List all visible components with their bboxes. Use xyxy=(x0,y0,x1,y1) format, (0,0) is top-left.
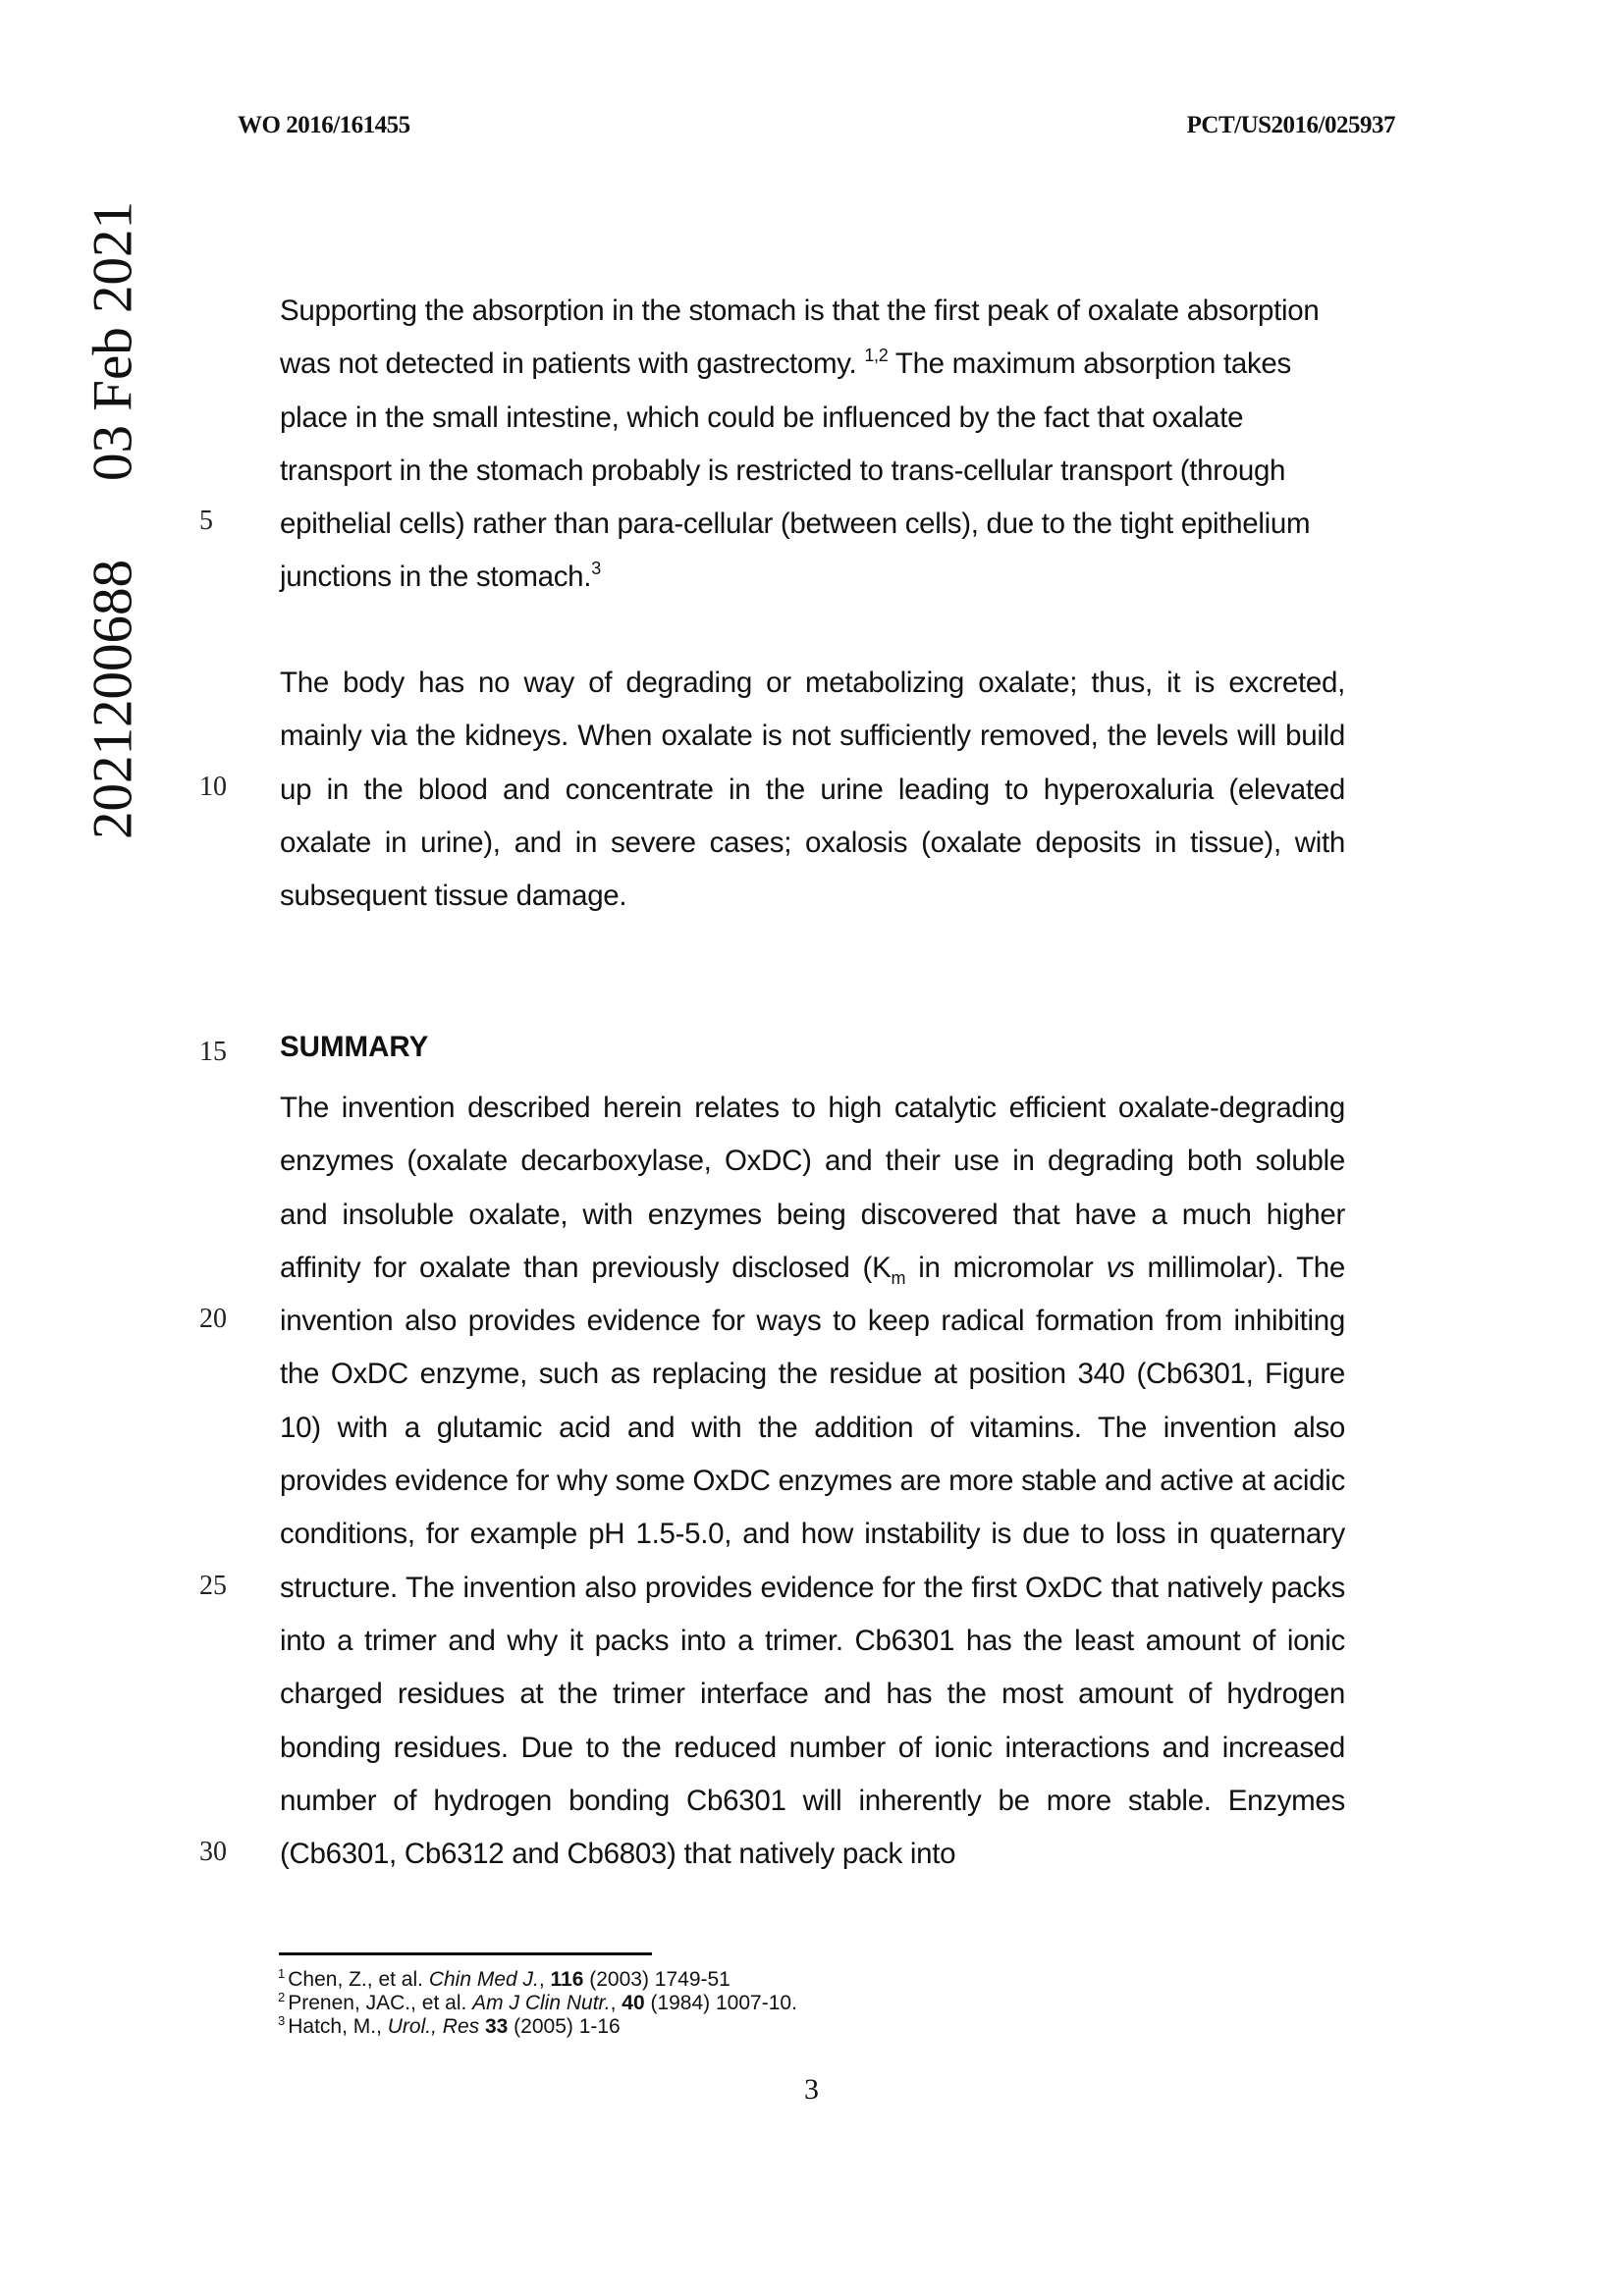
footnote-details: (1984) 1007-10. xyxy=(644,1992,797,2014)
footnote-3 xyxy=(278,2015,797,2039)
line-number-10: 10 xyxy=(199,772,227,802)
km-subscript: m xyxy=(891,1267,906,1288)
page-number: 3 xyxy=(804,2073,819,2106)
footnote-authors: Prenen, JAC., et al. xyxy=(288,1992,473,2014)
footnote-journal: Am J Clin Nutr. xyxy=(472,1992,611,2014)
footnote-journal: Urol., Res xyxy=(387,2015,480,2038)
line-number-5: 5 xyxy=(199,506,213,536)
side-stamp xyxy=(79,177,147,864)
application-number: PCT/US2016/025937 xyxy=(1186,112,1395,138)
footnote-divider xyxy=(279,1952,652,1955)
paragraph-text: Supporting the absorption in the stomach is that the first peak of oxalate absorption was not detected in patients with gastrectomy. xyxy=(280,294,1320,381)
section-heading-summary: SUMMARY xyxy=(280,1031,429,1063)
side-stamp-date: 03 Feb 2021 xyxy=(81,201,144,481)
footnote-1 xyxy=(278,1968,797,1992)
publication-number: WO 2016/161455 xyxy=(238,112,410,138)
italic-vs: vs xyxy=(1106,1251,1135,1284)
line-number-15: 15 xyxy=(199,1037,227,1067)
paragraph-summary xyxy=(280,1082,1345,1881)
paragraph-text: The body has no way of degrading or metabolizing oxalate; thus, it is excreted, mainly via the kidneys. When oxalate is not sufficiently removed, the levels will build up in the blood and concentrate in the urine leading to hyperoxaluria (elevated oxalate in urine), and in severe cases; oxalosis (oxalate deposits in tissue), with subsequent tissue damage. xyxy=(280,667,1345,913)
footnote-volume: 40 xyxy=(622,1992,645,2014)
footnote-reference: 3 xyxy=(591,559,601,579)
footnote-separator: , xyxy=(538,1968,551,1991)
footnote-authors: Chen, Z., et al. xyxy=(288,1968,429,1991)
footnote-number: 2 xyxy=(278,1990,286,2004)
line-number-20: 20 xyxy=(199,1304,227,1334)
footnote-details: (2003) 1749-51 xyxy=(583,1968,730,1991)
footnote-volume: 116 xyxy=(550,1968,584,1991)
footnote-details: (2005) 1-16 xyxy=(508,2015,621,2038)
paragraph-text: The invention described herein relates to high catalytic efficient oxalate-degrading enzymes (oxalate decarboxylase, OxDC) and their use in degrading both soluble and insoluble oxalate, with enzymes being discovered that have a much higher affinity for oxalate than previously disclosed (K xyxy=(280,1092,1345,1284)
footnote-volume: 33 xyxy=(484,2015,509,2038)
paragraph-text: millimolar). The invention also provides evidence for ways to keep radical formation from inhibiting the OxDC enzyme, such as replacing the residue at position 340 (Cb6301, Figure 10) with a glutamic acid and with the addition of vitamins. The invention also provides evidence for why some OxDC enzymes are more stable and active at acidic conditions, for example pH 1.5-5.0, and how instability is due to loss in quaternary structure. The invention also provides evidence for the first OxDC that natively packs into a trimer and why it packs into a trimer. Cb6301 has the least amount of ionic charged residues at the trimer interface and has the most amount of hydrogen bonding residues. Due to the reduced number of ionic interactions and increased number of hydrogen bonding Cb6301 will inherently be more stable. Enzymes (Cb6301, Cb6312 and Cb6803) that natively pack into xyxy=(280,1251,1345,1871)
line-number-25: 25 xyxy=(199,1571,227,1601)
paragraph-text: in micromolar xyxy=(905,1251,1107,1284)
footnote-2 xyxy=(278,1992,797,2015)
footnotes xyxy=(278,1968,797,2039)
line-number-30: 30 xyxy=(199,1837,227,1867)
footnote-authors: Hatch, M., xyxy=(288,2015,388,2038)
paragraph-excretion xyxy=(280,657,1345,923)
footnote-separator: , xyxy=(610,1992,622,2014)
paragraph-text: The maximum absorption takes place in the small intestine, which could be influenced by the fact that oxalate transport in the stomach probably is restricted to trans-cellular transport (through epithelial cells) rather than para-cellular (between cells), due to the tight epithelium junctions in the stomach. xyxy=(280,347,1311,594)
paragraph-absorption xyxy=(280,285,1345,605)
footnote-reference: 1,2 xyxy=(864,346,889,366)
footnote-journal: Chin Med J. xyxy=(428,1968,539,1991)
footnote-number: 3 xyxy=(278,2013,286,2028)
footnote-number: 1 xyxy=(278,1966,286,1981)
side-stamp-document-number: 2021200688 xyxy=(81,560,144,839)
